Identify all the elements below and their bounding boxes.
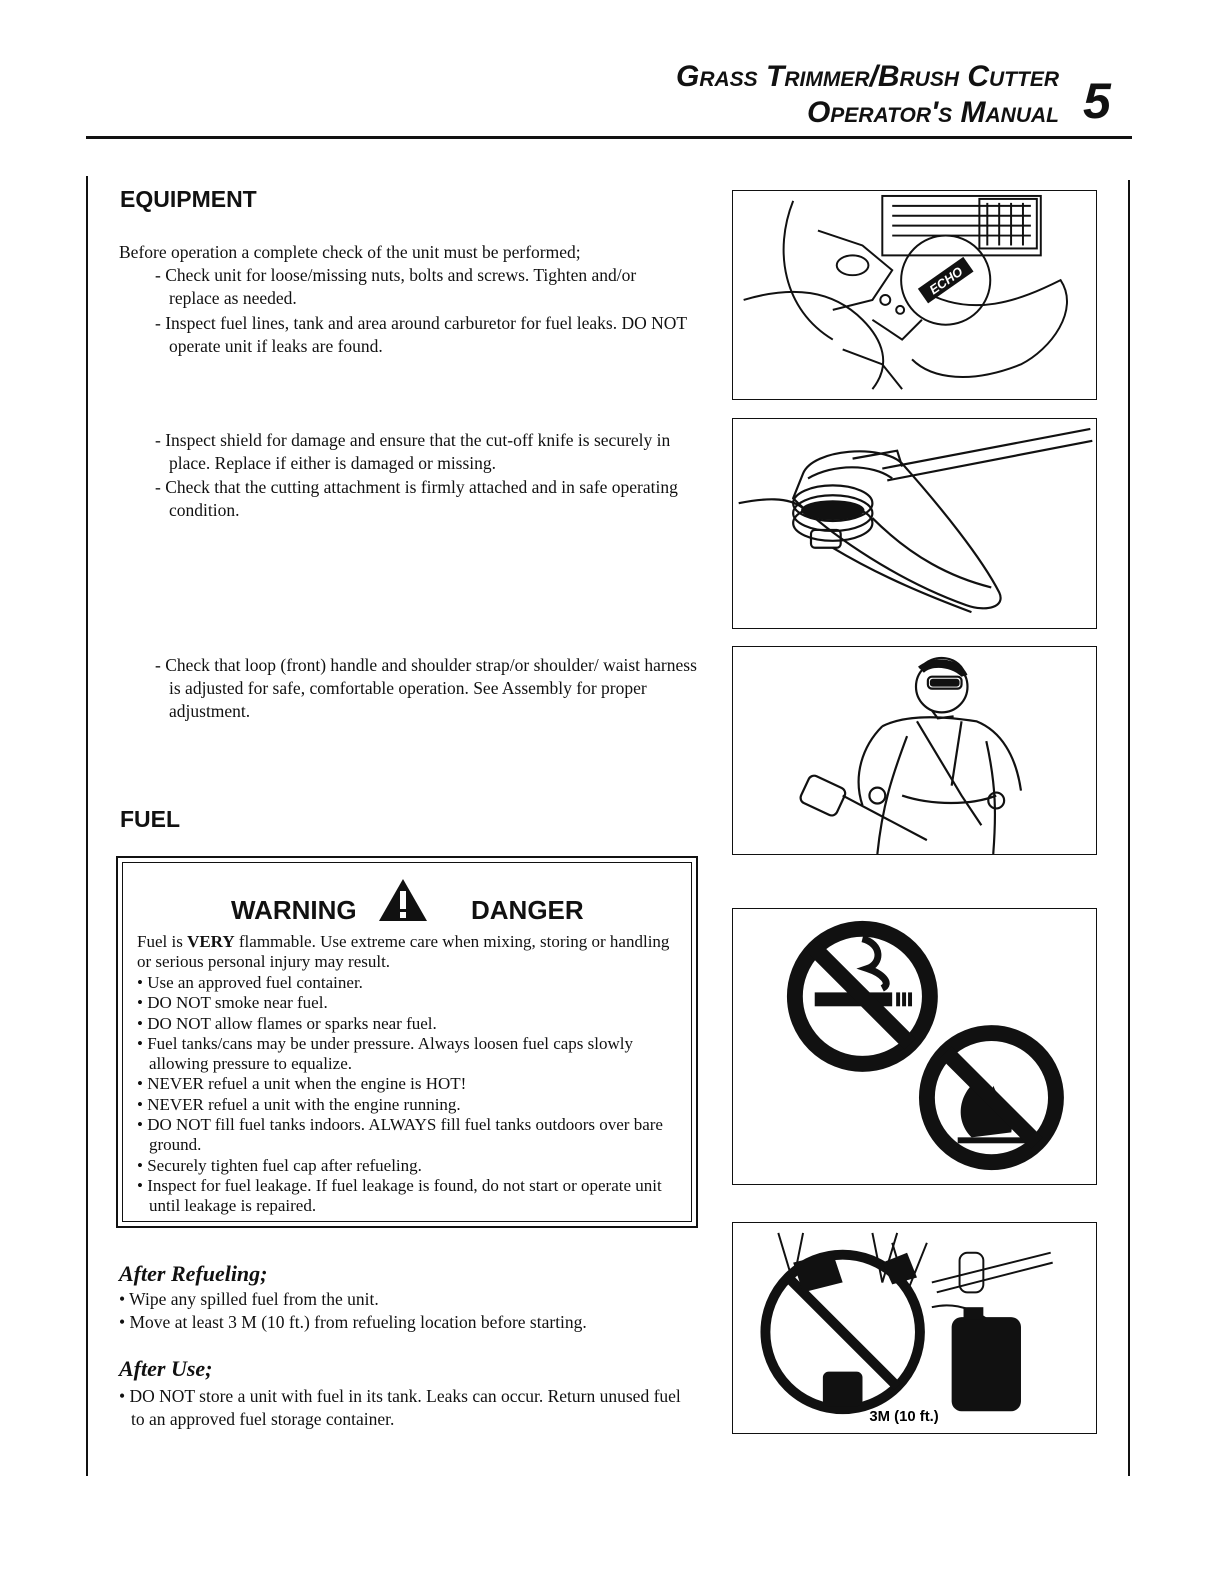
right-margin-rule	[1128, 180, 1130, 1476]
list-item: • NEVER refuel a unit with the engine running.	[137, 1094, 461, 1114]
list-item: • Use an approved fuel container.	[137, 973, 363, 992]
equipment-intro: Before operation a complete check of the unit must be performed;	[119, 242, 581, 262]
list-item: • Fuel tanks/cans may be under pressure. Always loosen fuel caps slowly allowing pressure to equalize.	[137, 1033, 634, 1074]
equipment-item-5: - Check that loop (front) handle and shoulder strap/or shoulder/ waist harness is adjusted for safe, comfortable operation. See Assembly for proper adjustment.	[155, 655, 697, 721]
figure-operator-harness	[732, 646, 1097, 855]
danger-label: DANGER	[471, 895, 584, 925]
header-title-line1: Grass Trimmer/Brush Cutter	[676, 60, 1059, 93]
equipment-item-2: - Inspect fuel lines, tank and area around carburetor for fuel leaks. DO NOT operate unit if leaks are found.	[155, 313, 687, 356]
figure-no-smoking-no-flames	[732, 908, 1097, 1185]
after-use-heading: After Use;	[119, 1356, 213, 1381]
header-title-line2: Operator's Manual	[806, 96, 1059, 129]
left-margin-rule	[86, 176, 88, 1476]
list-item: • Securely tighten fuel cap after refueling.	[137, 1155, 422, 1175]
no-smoking-icon	[795, 929, 930, 1064]
distance-caption: 3M (10 ft.)	[869, 1409, 939, 1426]
no-flames-icon	[927, 1033, 1056, 1162]
list-item: • DO NOT fill fuel tanks indoors. ALWAYS fill fuel tanks outdoors over bare ground.	[137, 1115, 663, 1155]
list-item: • Inspect for fuel leakage. If fuel leakage is found, do not start or operate unit until leakage is repaired.	[137, 1175, 662, 1216]
warning-triangle-icon	[377, 877, 429, 923]
no-smoking-no-flames-illustration	[733, 909, 1096, 1184]
operator-harness-illustration	[733, 647, 1096, 854]
equipment-heading: EQUIPMENT	[120, 186, 257, 212]
after-refueling-heading: After Refueling;	[119, 1261, 268, 1286]
list-item: • Move at least 3 M (10 ft.) from refueling location before starting.	[119, 1312, 587, 1332]
figure-refuel-distance	[732, 1222, 1097, 1434]
list-item: • Wipe any spilled fuel from the unit.	[119, 1289, 379, 1309]
page-number: 5	[1083, 73, 1111, 129]
list-item: • NEVER refuel a unit when the engine is HOT!	[137, 1074, 467, 1094]
list-item: • DO NOT store a unit with fuel in its tank. Leaks can occur. Return unused fuel to an approved fuel storage container.	[119, 1386, 681, 1429]
equipment-item-4: - Check that the cutting attachment is firmly attached and in safe operating condition.	[155, 477, 678, 520]
figure-engine-inspection	[732, 190, 1097, 400]
list-item: • DO NOT smoke near fuel.	[137, 993, 328, 1013]
header-rule	[86, 136, 1132, 139]
equipment-item-3: - Inspect shield for damage and ensure that the cut-off knife is securely in place. Replace if either is damaged or missing.	[155, 430, 671, 473]
engine-inspection-illustration	[733, 191, 1096, 399]
warning-label: WARNING	[231, 895, 357, 925]
after-refueling-list	[119, 1288, 699, 1334]
list-item: • DO NOT allow flames or sparks near fuel.	[137, 1013, 437, 1033]
figure-trimmer-shield	[732, 418, 1097, 629]
trimmer-shield-illustration	[733, 419, 1096, 628]
equipment-item-1: - Check unit for loose/missing nuts, bolts and screws. Tighten and/or replace as needed.	[155, 265, 637, 308]
refuel-distance-illustration	[733, 1223, 1096, 1433]
echo-logo-text: ECHO	[926, 263, 966, 298]
warning-bullets	[137, 973, 687, 1217]
fuel-warning-box	[116, 856, 698, 1228]
warning-intro: Fuel is VERY flammable. Use extreme care when mixing, storing or handling or serious personal injury may result.	[137, 932, 670, 972]
fuel-heading: FUEL	[120, 806, 181, 832]
after-use-list	[119, 1385, 694, 1431]
